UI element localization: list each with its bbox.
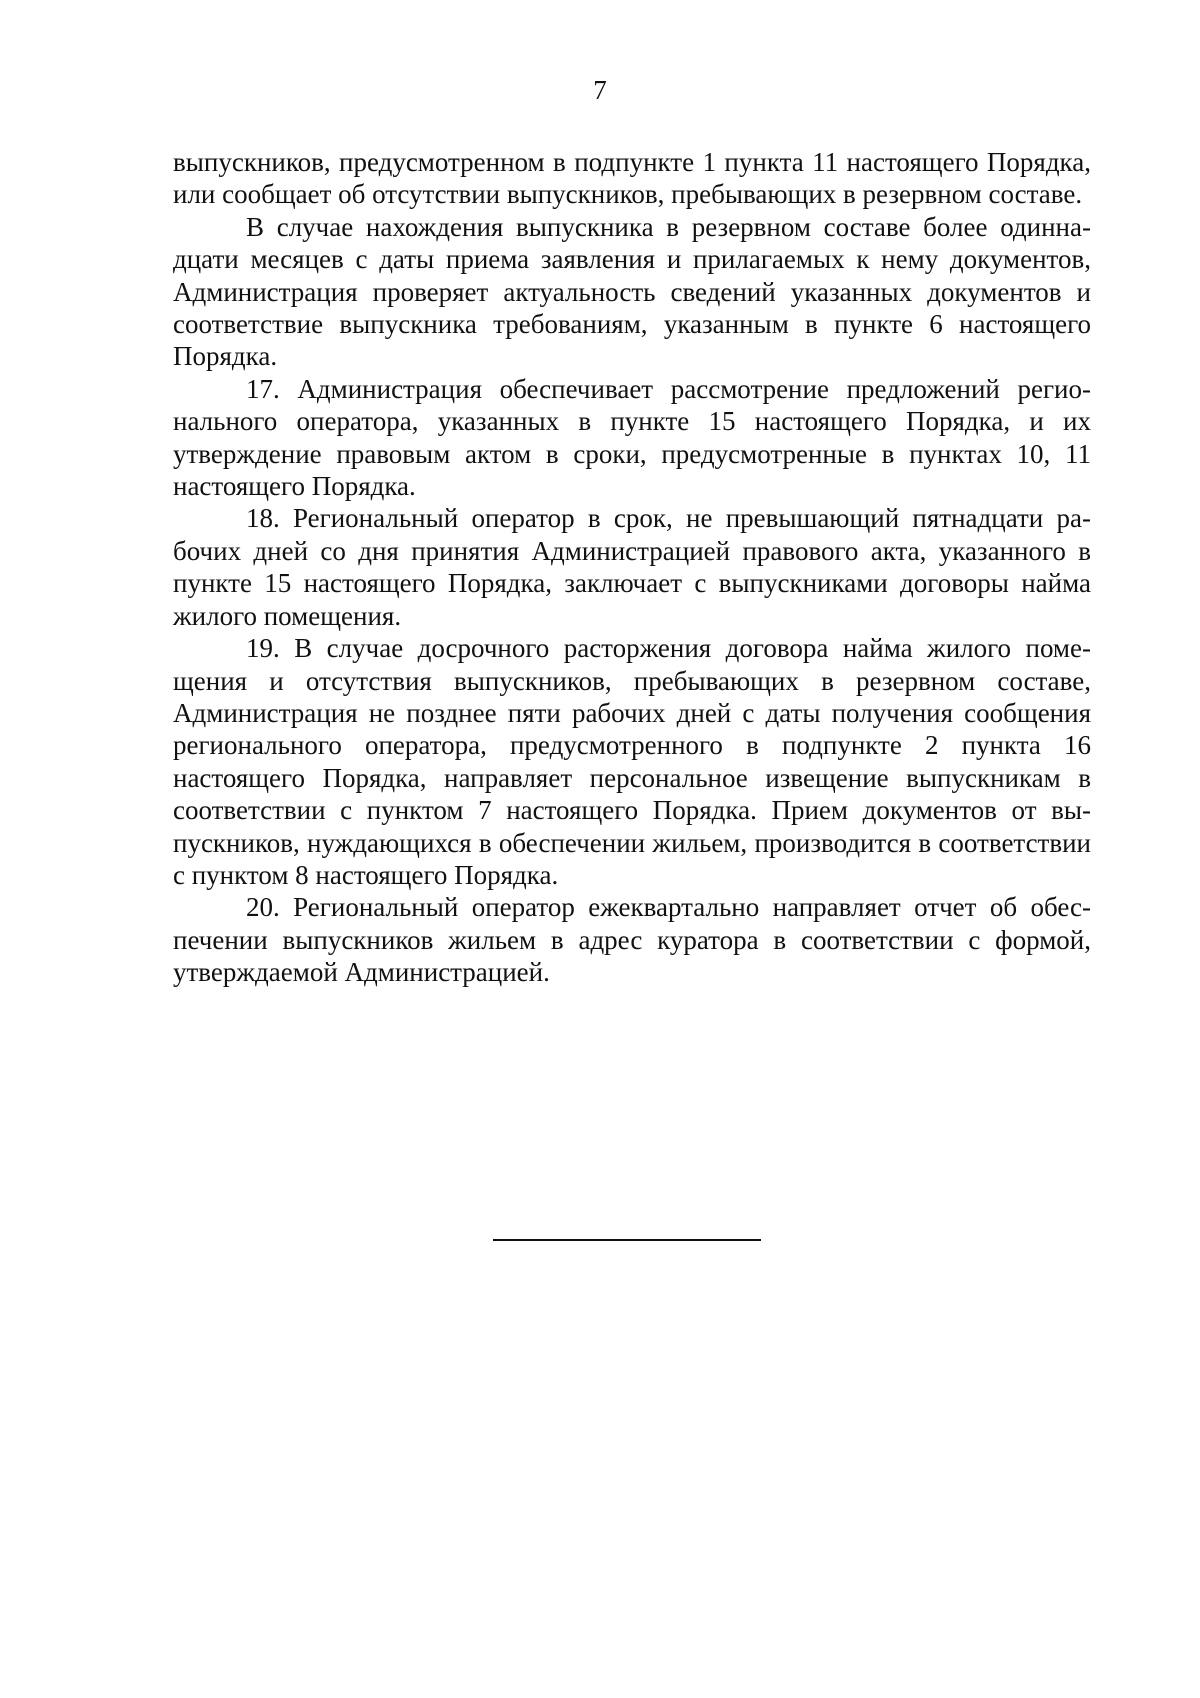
paragraph-continuation: выпускников, предусмотренном в подпункте 1 пункта 11 настоящего Порядка, или сообщает об отсутствии выпускников, пребывающих в резервном составе.: [173, 147, 1091, 210]
paragraph-18: 18. Региональный оператор в срок, не превышающий пятнадцати рабочих дней со дня принятия Администрацией правового акта, указанного в пункте 15 настоящего Порядка, заключает с выпускниками договоры найма жилого помещения.: [173, 503, 1091, 631]
paragraph-17: 17. Администрация обеспечивает рассмотрение предложений регионального оператора, указанных в пункте 15 настоящего Порядка, и их утверждение правовым актом в сроки, предусмотренные в пунктах 10, 11 настоящего Порядка.: [173, 373, 1091, 502]
paragraph-19: 19. В случае досрочного расторжения договора найма жилого помещения и отсутствия выпускников, пребывающих в резервном составе, Администрация не позднее пяти рабочих дней с даты получения сообщения регионального оператора, предусмотренного в подпункте 2 пункта 16 настоящего Порядка, направляет персональное извещение выпускникам в соответствии с пунктом 7 настоящего Порядка. Прием документов от выпускников, нуждающихся в обеспечении жильем, производится в соответствии с пунктом 8 настоящего Порядка.: [173, 633, 1091, 890]
closing-divider-line: [493, 1239, 761, 1241]
paragraph-reserve-term: В случае нахождения выпускника в резервном составе более одиннадцати месяцев с даты приема заявления и прилагаемых к нему документов, Администрация проверяет актуальность сведений указанных документов и соответствие выпускника требованиям, указанным в пункте 6 настоящего Порядка.: [173, 211, 1091, 372]
document-body: [173, 146, 1091, 989]
paragraph-20: 20. Региональный оператор ежеквартально направляет отчет об обеспечении выпускников жильем в адрес куратора в соответствии с формой, утверждаемой Администрацией.: [173, 892, 1091, 988]
page-number: 7: [593, 75, 607, 105]
